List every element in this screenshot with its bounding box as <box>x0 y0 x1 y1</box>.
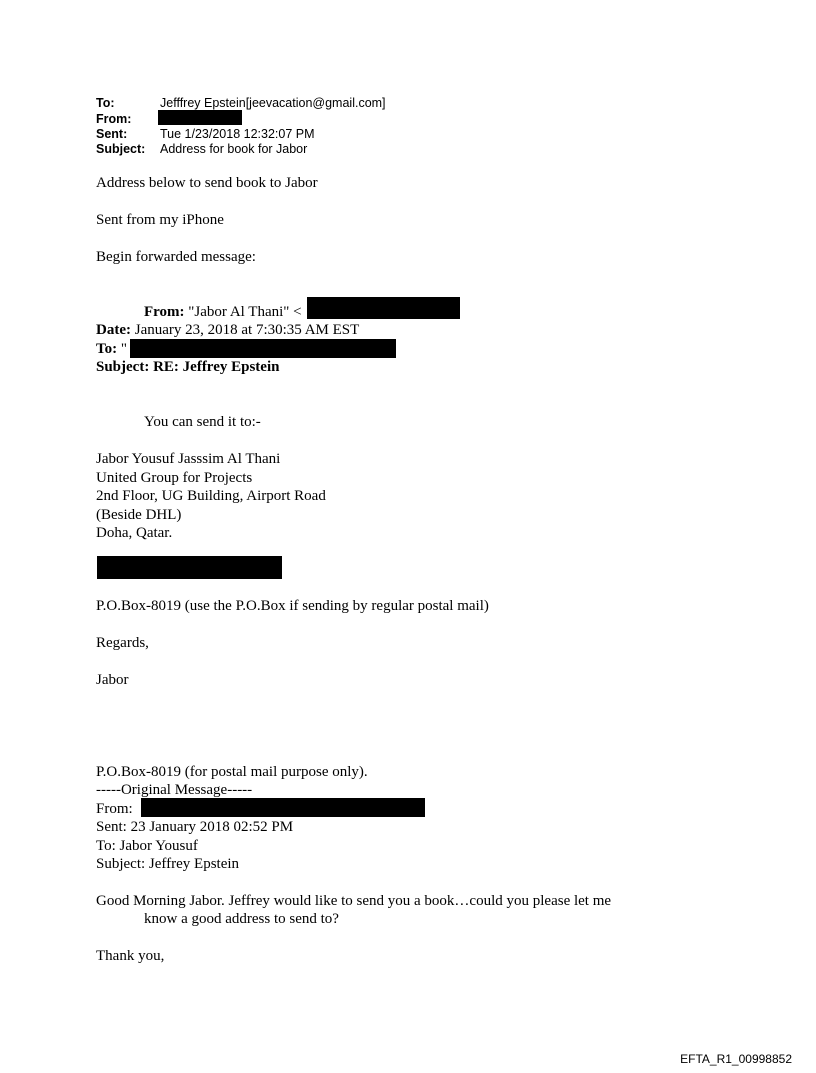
fwd-subject-line <box>96 358 279 376</box>
body-line: Begin forwarded message: <box>96 249 256 265</box>
sent-value: Tue 1/23/2018 12:32:07 PM <box>160 127 315 141</box>
fwd-subject-value: RE: Jeffrey Epstein <box>153 359 280 375</box>
redaction-fwd-to <box>130 339 396 358</box>
address-line: Doha, Qatar. <box>96 525 173 541</box>
message-line: Good Morning Jabor. Jeffrey would like to send you a book…could you please let me <box>96 893 612 909</box>
signature-line: Jabor <box>96 672 129 688</box>
subject-value: Address for book for Jabor <box>160 142 308 156</box>
pobox-line: P.O.Box-8019 (use the P.O.Box if sending by regular postal mail) <box>96 598 489 614</box>
to-label: To: <box>96 96 115 110</box>
closing-line: Thank you, <box>96 948 165 964</box>
body-line: Sent from my iPhone <box>96 212 224 228</box>
from-label: From: <box>96 112 132 126</box>
address-line: (Beside DHL) <box>96 507 182 523</box>
email-header <box>96 96 496 160</box>
reply-intro: You can send it to:- <box>144 414 261 430</box>
fwd-to-line <box>96 340 127 358</box>
redaction-fwd-from <box>307 297 460 319</box>
original-from-line: From: <box>96 801 133 817</box>
address-line: United Group for Projects <box>96 470 253 486</box>
address-line: Jabor Yousuf Jasssim Al Thani <box>96 451 281 467</box>
sent-label: Sent: <box>96 127 128 141</box>
fwd-from-value: "Jabor Al Thani" < <box>188 304 302 320</box>
regards-line: Regards, <box>96 635 149 651</box>
pobox-note: P.O.Box-8019 (for postal mail purpose only). <box>96 764 368 780</box>
fwd-date-label: Date: <box>96 322 131 338</box>
original-separator: -----Original Message----- <box>96 782 253 798</box>
message-line: know a good address to send to? <box>144 911 339 927</box>
fwd-from-line <box>144 303 302 321</box>
address-line: 2nd Floor, UG Building, Airport Road <box>96 488 326 504</box>
original-to-line: To: Jabor Yousuf <box>96 838 198 854</box>
fwd-date-line <box>96 321 359 339</box>
fwd-to-value: " <box>120 341 127 357</box>
document-id: EFTA_R1_00998852 <box>680 1052 792 1066</box>
fwd-date-value: January 23, 2018 at 7:30:35 AM EST <box>134 322 360 338</box>
original-sent-line: Sent: 23 January 2018 02:52 PM <box>96 819 294 835</box>
redaction-original-from <box>141 798 425 817</box>
redaction-from <box>158 110 242 125</box>
to-value: Jefffrey Epstein[jeevacation@gmail.com] <box>160 96 386 110</box>
subject-label: Subject: <box>96 142 146 156</box>
fwd-from-label: From: <box>144 304 185 320</box>
fwd-subject-label: Subject: <box>96 359 150 375</box>
fwd-to-label: To: <box>96 341 118 357</box>
original-subject-line: Subject: Jeffrey Epstein <box>96 856 240 872</box>
body-line: Address below to send book to Jabor <box>96 175 318 191</box>
redaction-contact <box>97 556 282 579</box>
